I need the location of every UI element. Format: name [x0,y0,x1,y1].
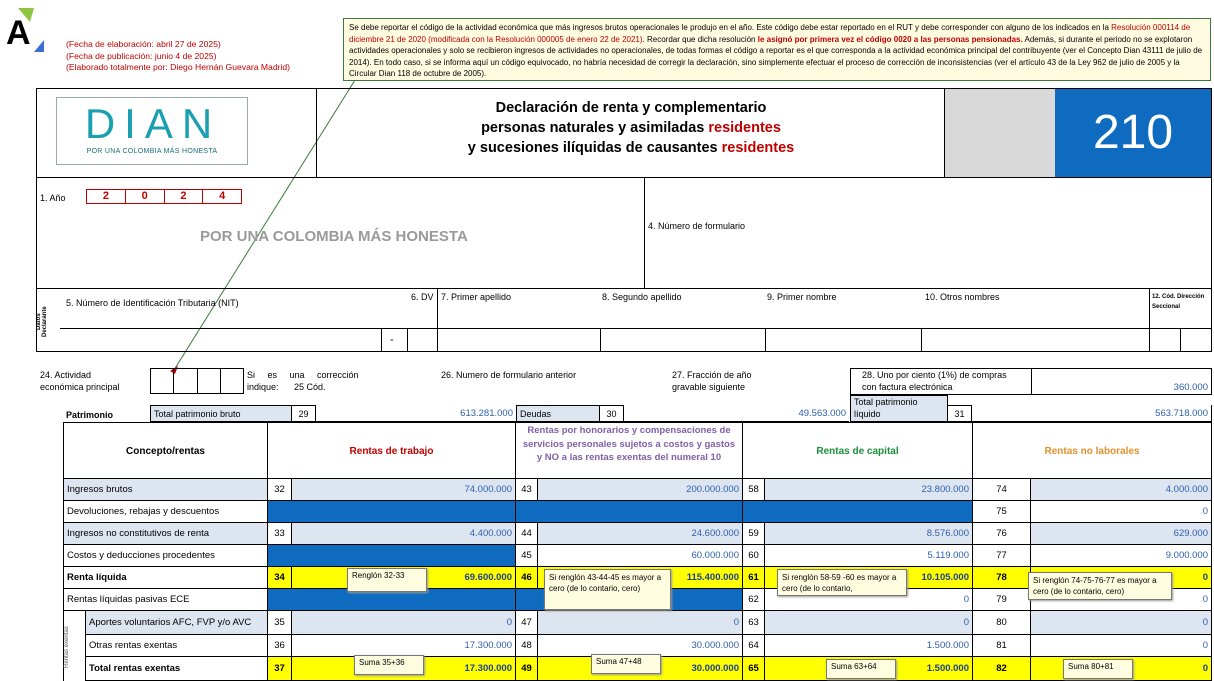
na-cell [268,501,516,523]
row-label: Renta líquida [63,567,268,589]
one-percent-label: 28. Uno por ciento (1%) de compras [862,370,1007,380]
debts-code: 30 [600,405,624,422]
line-code: 81 [973,635,1031,657]
first-name-label: 9. Primer nombre [767,292,837,302]
first-surname-label: 7. Primer apellido [441,292,512,302]
line-value[interactable]: 9.000.000 [1031,545,1212,567]
tooltip-61: Si renglón 58-59 -60 es mayor a cero (de lo contario, [777,569,907,596]
line-value[interactable]: 17.300.000 [292,657,516,681]
line-value[interactable]: 24.600.000 [538,523,743,545]
line-code: 79 [973,589,1031,611]
line-code: 63 [743,611,765,635]
one-percent-label-2: con factura electrónica [862,382,953,392]
form-title [318,98,944,158]
na-cell [743,501,973,523]
meta-line: (Fecha de elaboración: abril 27 de 2025) [66,39,221,49]
meta-line: (Elaborado totalmente por: Diego Hernán Guevara Madrid) [66,62,291,72]
na-cell [268,545,516,567]
row-label: Ingresos brutos [63,479,268,501]
line-value[interactable]: 8.576.000 [765,523,973,545]
fraction-label-2: gravable siguiente [672,382,746,392]
line-value[interactable]: 0 [1031,657,1212,681]
note-text: Se debe reportar el código de la actividad económica que más ingresos brutos operacionales le produjo en el año. Este código debe estar reportado en el RUT y debe corresponder con alguno de los indicados en la [349,23,1112,32]
row-label: Aportes voluntarios AFC, FVP y/o AVC [85,611,268,635]
line-value[interactable]: 0 [1031,501,1212,523]
line-value[interactable]: 74.000.000 [292,479,516,501]
line-code: 76 [973,523,1031,545]
line-code: 59 [743,523,765,545]
form-number: 210 [1055,89,1211,177]
line-code: 47 [516,611,538,635]
year-digits [86,189,242,204]
line-value[interactable]: 0 [1031,611,1212,635]
line-value[interactable]: 10.105.000 [765,567,973,589]
row-label: Rentas líquidas pasivas ECE [63,589,268,611]
note-resolution: Resolución 000114 de diciembre 21 de 2020 (modificada con la Resolución 000005 de enero 22 de 2021) [349,23,1191,44]
line-code: 43 [516,479,538,501]
line-code: 35 [268,611,292,635]
line-code: 49 [516,657,538,681]
gross-assets-value: 613.281.000 [316,405,516,422]
tooltip-46: Si renglón 43-44-45 es mayor a cero (de lo contario, cero) [544,569,671,610]
header-gray-box [945,89,1055,177]
declarant-side-label: Datos Declarante [36,306,48,338]
correction-indique: indique: [247,382,279,392]
logo-letter: A [6,14,31,52]
net-assets-code: 31 [948,405,972,422]
line-value[interactable]: 60.000.000 [538,545,743,567]
seccional-label: 12. Cód. Dirección Seccional [1152,294,1205,310]
slogan: POR UNA COLOMBIA MÁS HONESTA [200,228,468,245]
line-code: 82 [973,657,1031,681]
line-code: 80 [973,611,1031,635]
activity-code-note [343,18,1211,81]
net-assets-label [850,395,948,422]
gross-assets-label: Total patrimonio bruto [150,405,292,422]
title-residentes: residentes [721,140,795,156]
line-code: 33 [268,523,292,545]
line-value[interactable]: 69.600.000 [292,567,516,589]
tooltip-82: Suma 80+81 [1063,659,1133,679]
dian-logo-text: DIAN [84,100,222,147]
dv-label: 6. DV [411,292,434,302]
fraction-label: 27. Fracción de año [672,370,752,380]
line-value[interactable]: 23.800.000 [765,479,973,501]
net-assets-label-1: Total patrimonio [854,397,918,407]
note-text: Además, si durante el periodo no se explotaron actividades operacionales y solo se recibieron ingresos de actividades no operacionales, de todas formas el código a reportar es el que corresponda a la actividad económica principal del contribuyente (ver el Concepto Dian 43111 de julio de 2014). En todo caso, si se informa aquí un código equivocado, no habría necesidad de corregir la declaración, sino simplemente efectuar el proceso de corrección de inconsistencias (ver el artículo 43 de la Ley 962 de julio de 2005 y la Circular Dian 118 de octubre de 2005). [349,34,1203,78]
tooltip-34: Renglón 32-33 [347,568,427,592]
line-code: 37 [268,657,292,681]
correction-code-label: 25 Cód. [294,382,326,392]
line-value[interactable]: 1.500.000 [765,657,973,681]
line-code: 64 [743,635,765,657]
line-code: 61 [743,567,765,589]
form-number-label: 4. Número de formulario [648,221,746,231]
line-value[interactable]: 200.000.000 [538,479,743,501]
line-value[interactable]: 0 [538,611,743,635]
line-code: 78 [973,567,1031,589]
correction-label: Si es una corrección [247,370,359,380]
tooltip-78: Si renglón 74-75-76-77 es mayor a cero (de lo contario, cero) [1028,572,1172,600]
line-code: 48 [516,635,538,657]
debts-value: 49.563.000 [624,405,849,422]
line-code: 46 [516,567,538,589]
nit-label: 5. Número de Identificación Tributaria (NIT) [66,298,239,308]
dian-logo-tagline: POR UNA COLOMBIA MÁS HONESTA [86,148,218,155]
line-value[interactable]: 30.000.000 [538,635,743,657]
year-digit: 4 [203,189,242,204]
concept-header: Concepto/rentas [63,422,268,479]
note-text: . Recordar que dicha resolución [642,34,758,44]
row-label: Otras rentas exentas [85,635,268,657]
line-code: 58 [743,479,765,501]
note-highlight: le asignó por primera vez el código 0020 a las personas pensionadas. [757,34,1023,44]
year-digit: 2 [86,189,126,204]
dv-input[interactable] [382,329,406,351]
col-rentas-capital: Rentas de capital [743,422,973,479]
line-value[interactable]: 629.000 [1031,523,1212,545]
activity-label-2: económica principal [40,382,120,392]
line-value[interactable]: 1.500.000 [765,635,973,657]
brand-logo-icon [4,8,44,52]
line-code: 75 [973,501,1031,523]
row-label: Ingresos no constitutivos de renta [63,523,268,545]
dian-logo [56,97,248,165]
line-value[interactable]: 4.000.000 [1031,479,1212,501]
col-rentas-honorarios: Rentas por honorarios y compensaciones de servicios personales sujetos a costos y gastos y NO a las rentas exentas del numeral 10 [516,422,743,479]
debts-label: Deudas [516,405,600,422]
previous-form-label: 26. Numero de formulario anterior [441,370,577,380]
title-residentes: residentes [708,120,781,136]
title-line-3: y sucesiones ilíquidas de causantes [467,140,722,156]
line-value[interactable]: 17.300.000 [292,635,516,657]
row-label: Costos y deducciones procedentes [63,545,268,567]
line-code: 74 [973,479,1031,501]
meta-line: (Fecha de publicación: junio 4 de 2025) [66,50,217,61]
line-value[interactable]: 115.400.000 [538,567,743,589]
line-value[interactable]: 0 [1031,589,1212,611]
line-code: 32 [268,479,292,501]
na-cell [268,589,516,611]
exempt-side-label: Rentas exentas [63,614,85,681]
tooltip-65: Suma 63+64 [826,659,896,679]
line-value[interactable]: 5.119.000 [765,545,973,567]
line-code: 45 [516,545,538,567]
other-names-label: 10. Otros nombres [925,292,1000,302]
activity-label: 24. Actividad [40,370,92,380]
line-value[interactable]: 0 [765,589,973,611]
row-label: Devoluciones, rebajas y descuentos [63,501,268,523]
line-value[interactable]: 0 [1031,567,1212,589]
line-code: 36 [268,635,292,657]
line-code: 62 [743,589,765,611]
tooltip-37: Suma 35+36 [354,655,424,675]
activity-code-input[interactable] [150,368,244,394]
na-cell [516,501,743,523]
col-rentas-trabajo: Rentas de trabajo [268,422,516,479]
line-value[interactable]: 0 [1031,635,1212,657]
one-percent-value: 360.000 [1173,382,1208,393]
line-value[interactable]: 0 [765,611,973,635]
year-label: 1. Año [40,193,66,203]
patrimonio-label: Patrimonio [66,410,114,420]
second-surname-label: 8. Segundo apellido [602,292,682,302]
title-line-1: Declaración de renta y complementario [495,100,767,116]
line-value[interactable]: 30.000.000 [538,657,743,681]
line-code: 65 [743,657,765,681]
document-meta [66,39,290,74]
year-digit: 0 [126,189,165,204]
net-assets-value: 563.718.000 [972,405,1212,422]
line-code: 44 [516,523,538,545]
line-code: 34 [268,567,292,589]
line-value[interactable]: 0 [292,611,516,635]
gross-assets-code: 29 [292,405,316,422]
net-assets-label-2: líquido [854,409,881,419]
title-line-2: personas naturales y asimiladas [481,120,709,136]
dv-dash: - [390,334,394,346]
year-digit: 2 [165,189,204,204]
col-rentas-no-laborales: Rentas no laborales [973,422,1212,479]
line-value[interactable]: 4.400.000 [292,523,516,545]
tooltip-49: Suma 47+48 [591,654,661,674]
line-code: 60 [743,545,765,567]
row-label: Total rentas exentas [85,657,268,681]
line-code: 77 [973,545,1031,567]
